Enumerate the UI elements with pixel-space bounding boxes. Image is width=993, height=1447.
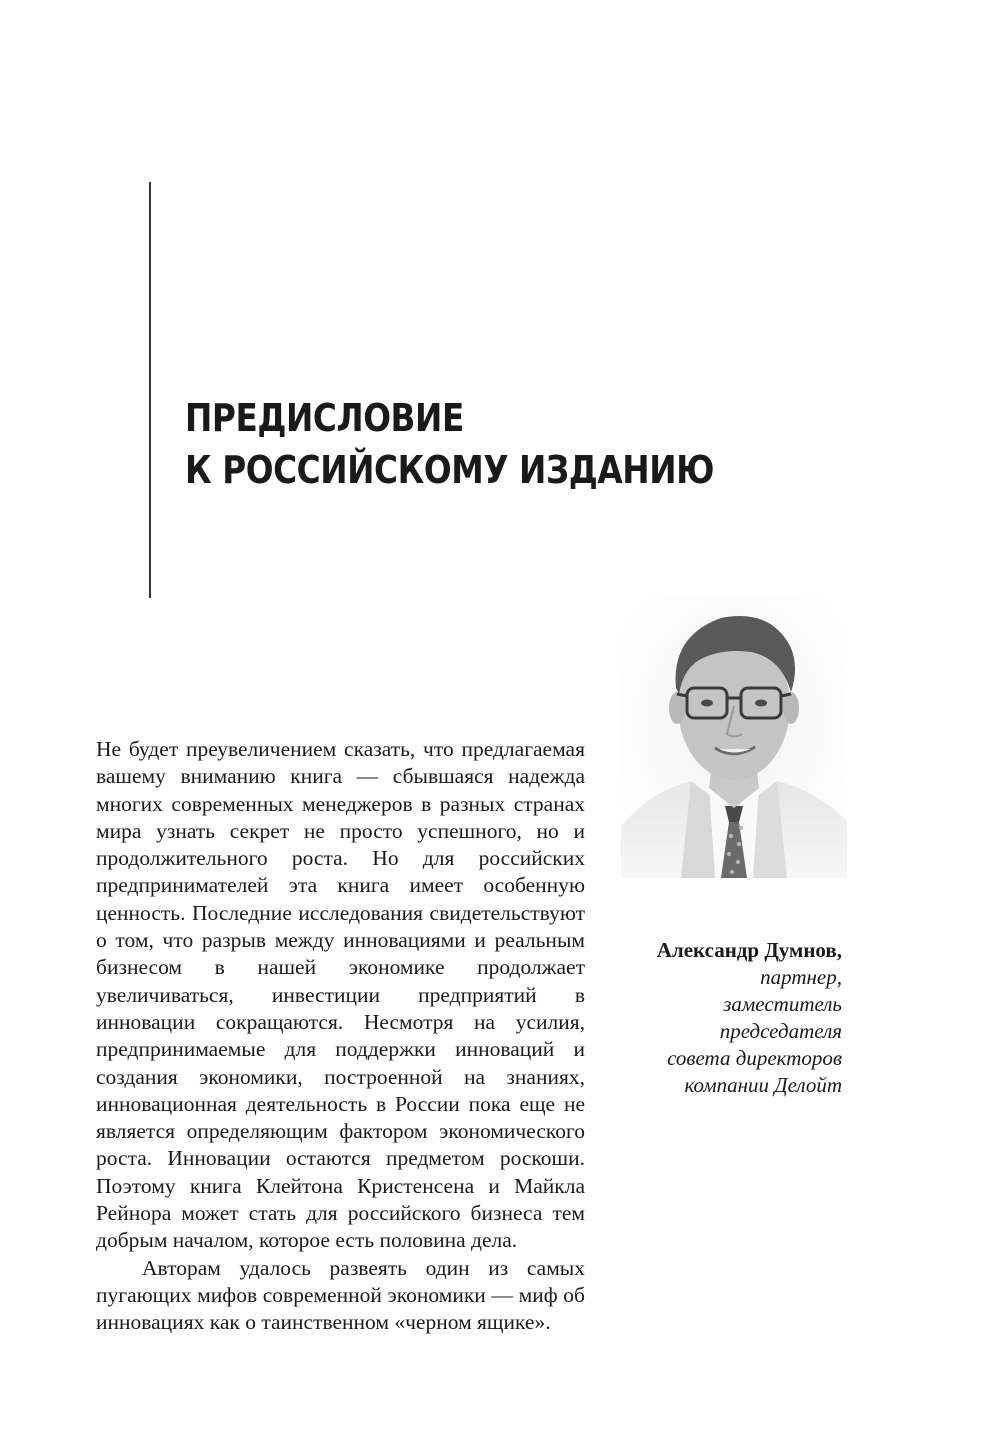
author-photo	[621, 596, 847, 878]
vertical-rule	[149, 182, 151, 598]
portrait-photo-grayscale-icon	[621, 596, 847, 878]
author-role-line: компании Делойт	[684, 1073, 842, 1097]
author-name: Александр Думнов,	[656, 938, 842, 962]
author-role-line: совета директоров	[667, 1046, 842, 1070]
author-role-line: заместитель	[723, 992, 842, 1016]
page-title	[185, 392, 714, 496]
body-text	[96, 736, 585, 1337]
author-role-line: председателя	[719, 1019, 842, 1043]
paragraph: Не будет преувеличением сказать, что предлагаемая вашему вниманию книга — сбывшаяся надежда многих современных менеджеров в разных странах мира узнать секрет не просто успешного, но и продолжительного роста. Но для российских предпринимателей эта книга имеет особенную ценность. Последние исследования свидетельствуют о том, что разрыв между инновациями и реальным бизнесом в нашей экономике продолжает увеличиваться, инвестиции предприятий в инновации сокращаются. Несмотря на усилия, предпринимаемые для поддержки инноваций и создания экономики, построенной на знаниях, инновационная деятельность в России пока еще не является определяющим фактором экономического роста. Инновации остаются предметом роскоши. Поэтому книга Клейтона Кристенсена и Майкла Рейнора может стать для российского бизнеса тем добрым началом, которое есть половина дела.	[96, 737, 585, 1253]
author-role-line: партнер,	[760, 965, 842, 989]
author-caption	[582, 937, 842, 1099]
title-line-2: К РОССИЙСКОМУ ИЗДАНИЮ	[185, 448, 715, 492]
title-line-1: ПРЕДИСЛОВИЕ	[185, 396, 464, 440]
paragraph: Авторам удалось развеять один из самых пугающих мифов современной экономики — миф об инновациях как о таинственном «черном ящике».	[96, 1255, 585, 1335]
